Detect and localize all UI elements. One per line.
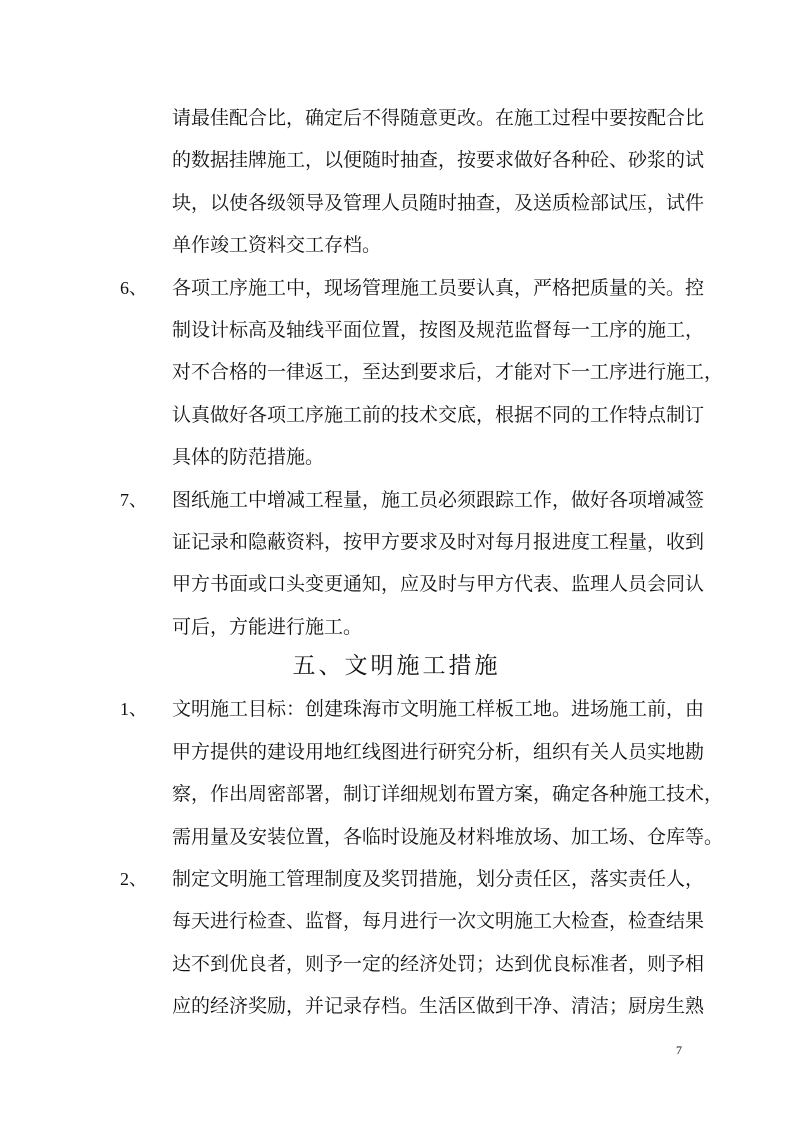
list-item-number: 6、 (120, 277, 147, 298)
paragraph-line: 需用量及安装位置，各临时设施及材料堆放场、加工场、仓库等。 (172, 825, 724, 848)
list-item-number: 1、 (120, 699, 147, 720)
page-number: 7 (676, 1043, 682, 1057)
list-item-number: 7、 (120, 489, 147, 510)
paragraph-line: 每天进行检查、监督，每月进行一次文明施工大检查，检查结果 (172, 910, 705, 933)
paragraph-line: 认真做好各项工序施工前的技术交底，根据不同的工作特点制订 (172, 403, 705, 426)
list-item-number: 2、 (120, 869, 147, 890)
paragraph-line: 块，以使各级领导及管理人员随时抽查，及送质检部试压，试件 (172, 191, 705, 214)
paragraph-line: 甲方提供的建设用地红线图进行研究分析，组织有关人员实地勘 (172, 740, 705, 763)
paragraph-line: 察，作出周密部署，制订详细规划布置方案，确定各种施工技术， (172, 783, 724, 806)
paragraph-line: 图纸施工中增减工程量，施工员必须跟踪工作，做好各项增减签 (172, 488, 705, 511)
paragraph-line: 甲方书面或口头变更通知，应及时与甲方代表、监理人员会同认 (172, 573, 705, 596)
paragraph-line: 的数据挂牌施工，以便随时抽查，按要求做好各种砼、砂浆的试 (172, 149, 705, 172)
paragraph-line: 文明施工目标：创建珠海市文明施工样板工地。进场施工前，由 (172, 698, 705, 721)
paragraph-line: 单作竣工资料交工存档。 (172, 234, 382, 257)
paragraph-line: 证记录和隐蔽资料，按甲方要求及时对每月报进度工程量，收到 (172, 531, 705, 553)
paragraph-line: 制定文明施工管理制度及奖罚措施，划分责任区，落实责任人， (172, 868, 705, 891)
paragraph-line: 制设计标高及轴线平面位置，按图及规范监督每一工序的施工， (172, 319, 705, 341)
paragraph-line: 应的经济奖励，并记录存档。生活区做到干净、清洁；厨房生熟 (172, 995, 705, 1018)
paragraph-line: 可后，方能进行施工。 (172, 615, 363, 638)
paragraph-line: 对不合格的一律返工，至达到要求后，才能对下一工序进行施工， (172, 361, 724, 384)
section-heading: 五、文明施工措施 (292, 653, 501, 680)
paragraph-line: 请最佳配合比，确定后不得随意更改。在施工过程中要按配合比 (172, 107, 705, 129)
paragraph-line: 具体的防范措施。 (172, 446, 325, 469)
paragraph-line: 达不到优良者，则予一定的经济处罚；达到优良标准者，则予相 (172, 952, 705, 975)
paragraph-line: 各项工序施工中，现场管理施工员要认真，严格把质量的关。控 (172, 276, 705, 299)
